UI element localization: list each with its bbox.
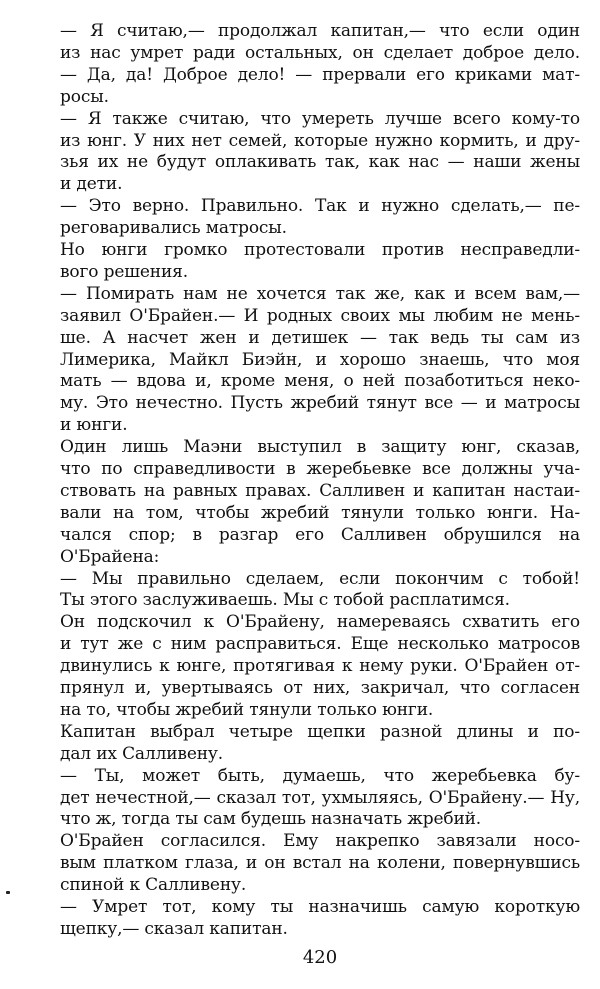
text-line: дет нечестной,— сказал тот, ухмыляясь, О'Брайену.— Ну,: [60, 787, 580, 808]
text-line: Один лишь Маэни выступил в защиту юнг, сказав,: [60, 437, 580, 458]
text-line: заявил О'Брайен.— И родных своих мы любим не мень-: [60, 305, 580, 326]
text-line: чался спор; в разгар его Салливен обрушился на: [60, 524, 580, 545]
text-line: на то, чтобы жребий тянули только юнги.: [60, 699, 434, 720]
text-line: что ж, тогда ты сам будешь назначать жребий.: [60, 809, 482, 830]
margin-mark: [6, 891, 10, 894]
text-line: из юнг. У них нет семей, которые нужно кормить, и дру-: [60, 130, 580, 151]
text-line: что по справедливости в жеребьевке все должны уча-: [60, 459, 580, 479]
text-line: спиной к Салливену.: [60, 875, 247, 896]
text-line: вого решения.: [60, 261, 188, 282]
text-line: и дети.: [60, 174, 123, 195]
text-line: — Мы правильно сделаем, если покончим с тобой!: [60, 568, 580, 589]
text-line: дал их Салливену.: [60, 743, 224, 764]
text-line: из нас умрет ради остальных, он сделает доброе дело.: [60, 42, 580, 63]
text-line: и тут же с ним расправиться. Еще несколько матросов: [60, 634, 580, 655]
text-line: О'Брайен согласился. Ему накрепко завязали носо-: [60, 831, 580, 852]
text-line: реговаривались матросы.: [60, 218, 287, 239]
text-line: Лимерика, Майкл Биэйн, и хорошо знаешь, что моя: [60, 349, 580, 370]
text-line: — Я также считаю, что умереть лучше всего кому-то: [60, 108, 580, 129]
text-line: вали на том, чтобы жребий тянули только юнги. На-: [60, 502, 580, 523]
text-line: му. Это нечестно. Пусть жребий тянут все — и матросы: [60, 393, 580, 414]
text-line: Он подскочил к О'Брайену, намереваясь схватить его: [60, 612, 580, 633]
text-line: ствовать на равных правах. Салливен и капитан настаи-: [60, 480, 580, 501]
text-line: щепку,— сказал капитан.: [60, 918, 288, 939]
text-line: Ты этого заслуживаешь. Мы с тобой расплатимся.: [60, 590, 510, 611]
text-line: Но юнги громко протестовали против несправедли-: [60, 240, 580, 260]
text-line: О'Брайена:: [60, 546, 160, 567]
text-line: — Я считаю,— продолжал капитан,— что если один: [60, 21, 580, 41]
text-line: — Да, да! Доброе дело! — прервали его криками мат-: [60, 64, 580, 85]
text-line: — Ты, может быть, думаешь, что жеребьевка бу-: [60, 765, 580, 786]
text-line: и юнги.: [60, 415, 128, 436]
text-line: росы.: [60, 86, 109, 107]
text-line: — Это верно. Правильно. Так и нужно сделать,— пе-: [60, 196, 580, 217]
text-line: мать — вдова и, кроме меня, о ней позаботиться неко-: [60, 371, 580, 392]
text-line: вым платком глаза, и он встал на колени, повернувшись: [60, 853, 580, 874]
text-line: — Помирать нам не хочется так же, как и всем вам,—: [60, 283, 580, 304]
text-line: ше. А насчет жен и детишек — так ведь ты сам из: [60, 327, 580, 348]
text-line: двинулись к юнге, протягивая к нему руки. О'Брайен от-: [60, 656, 580, 677]
text-line: — Умрет тот, кому ты назначишь самую короткую: [60, 897, 580, 917]
book-page: [60, 10, 580, 970]
text-line: прянул и, увертываясь от них, закричал, что согласен: [60, 678, 580, 698]
text-line: Капитан выбрал четыре щепки разной длины и по-: [60, 721, 580, 742]
text-line: зья их не будут оплакивать так, как нас — наши жены: [60, 152, 580, 173]
page-number: 420: [302, 946, 338, 968]
